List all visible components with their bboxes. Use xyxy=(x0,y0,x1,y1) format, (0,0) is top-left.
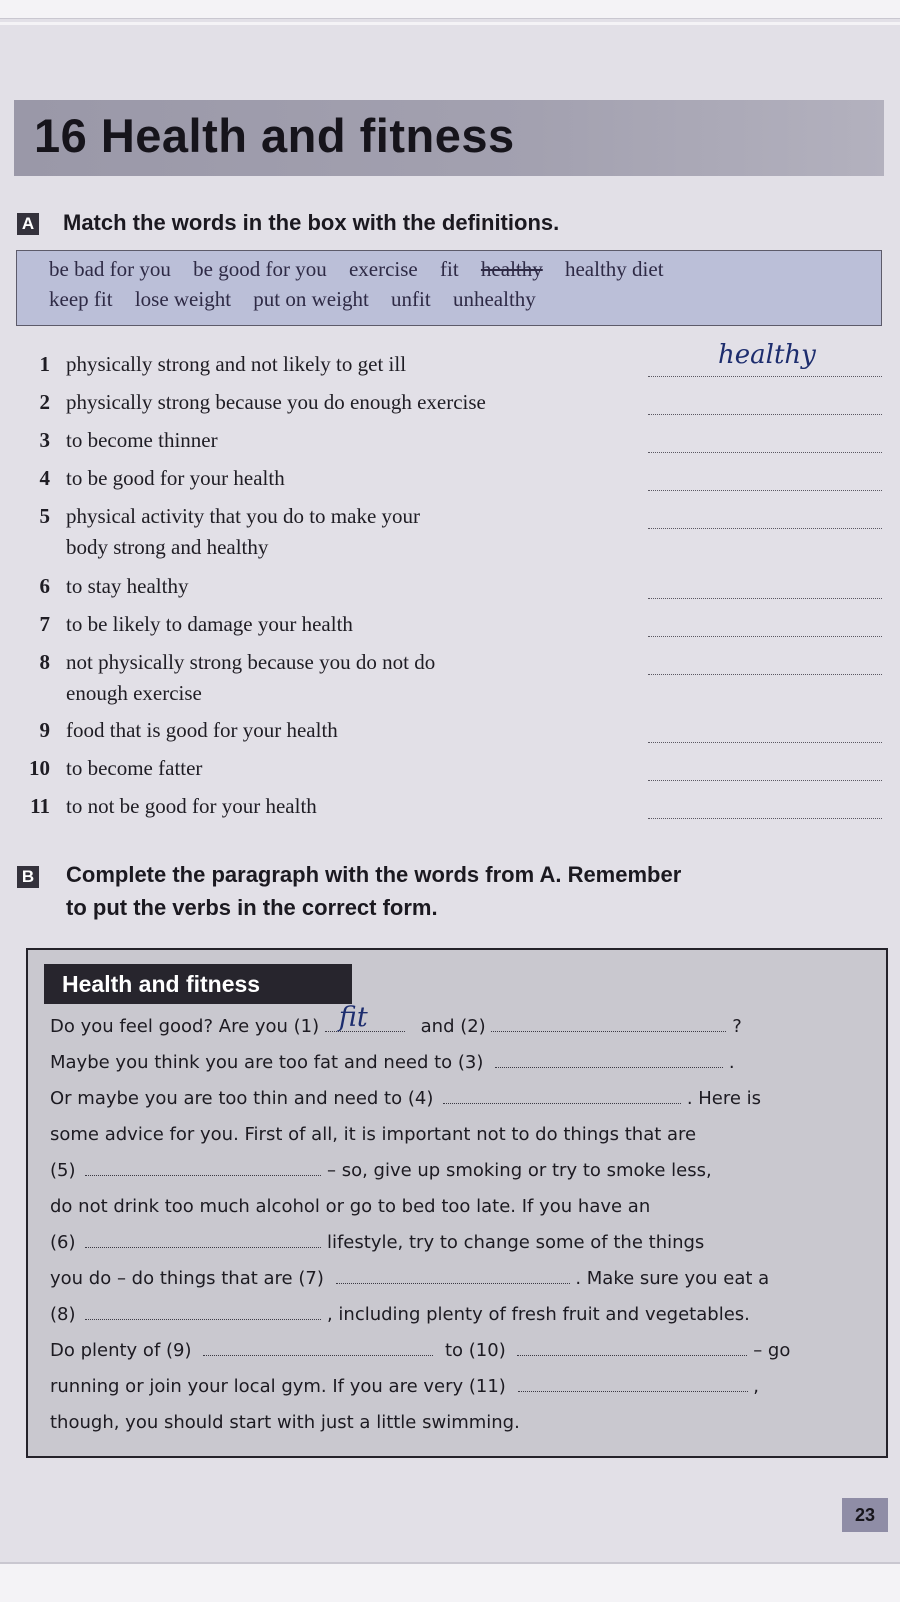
paragraph-line xyxy=(50,1232,870,1253)
section-b-instruction-line-1: Complete the paragraph with the words from A. Remember xyxy=(66,862,682,887)
paragraph-text: to (10) xyxy=(444,1340,506,1361)
page-bottom-edge xyxy=(0,1562,900,1602)
paragraph-text: Or maybe you are too thin and need to (4) xyxy=(50,1088,434,1109)
word-box xyxy=(16,250,882,326)
word-item: healthy diet xyxy=(564,257,664,281)
definition-text: to be likely to damage your health xyxy=(66,612,353,636)
paragraph-line xyxy=(50,1340,870,1361)
answer-line[interactable] xyxy=(648,779,882,781)
paragraph-text: – so, give up smoking or try to smoke less, xyxy=(326,1160,712,1181)
answer-line[interactable] xyxy=(648,635,882,637)
paragraph-text: running or join your local gym. If you are very (11) xyxy=(50,1376,506,1397)
paragraph-text: and (2) xyxy=(420,1016,486,1037)
paragraph-text: – go xyxy=(753,1340,791,1361)
definition-number: 4 xyxy=(39,466,50,490)
definition-number: 7 xyxy=(39,612,50,636)
word-item-crossed-out: healthy xyxy=(480,257,543,281)
section-a-instruction: Match the words in the box with the definitions. xyxy=(63,210,560,235)
page-top-line xyxy=(0,22,900,25)
blank-7[interactable] xyxy=(336,1269,570,1284)
paragraph-text: , including plenty of fresh fruit and vegetables. xyxy=(326,1304,750,1325)
blank-11[interactable] xyxy=(518,1377,748,1392)
definition-text: to not be good for your health xyxy=(66,794,317,818)
paragraph-line xyxy=(50,1268,870,1289)
paragraph-text: Do plenty of (9) xyxy=(50,1340,192,1361)
paragraph-text: . Make sure you eat a xyxy=(575,1268,770,1289)
paragraph-box xyxy=(26,948,888,1458)
answer-line[interactable] xyxy=(648,817,882,819)
page-number: 23 xyxy=(842,1498,888,1532)
word-row-1 xyxy=(49,257,681,282)
page-top-edge xyxy=(0,0,900,19)
definition-number: 6 xyxy=(39,574,50,598)
definition-text: to stay healthy xyxy=(66,574,189,598)
paragraph-line xyxy=(50,1002,870,1037)
blank-10[interactable] xyxy=(517,1341,747,1356)
answer-line[interactable] xyxy=(648,489,882,491)
definition-text: to become fatter xyxy=(66,756,203,780)
definition-text-continued: body strong and healthy xyxy=(66,535,269,559)
word-item: keep fit xyxy=(49,287,113,311)
paragraph-line xyxy=(50,1052,870,1073)
section-b-instruction-line-2: to put the verbs in the correct form. xyxy=(66,895,438,920)
paragraph-text: (5) xyxy=(50,1160,76,1181)
answer-line[interactable] xyxy=(648,673,882,675)
word-item: unhealthy xyxy=(452,287,536,311)
paragraph-line xyxy=(50,1304,870,1325)
answer-line[interactable] xyxy=(648,741,882,743)
definition-number: 8 xyxy=(39,650,50,674)
answer-line[interactable] xyxy=(648,413,882,415)
paragraph-text: , xyxy=(753,1376,760,1397)
definition-text: not physically strong because you do not do xyxy=(66,650,436,674)
definition-number: 10 xyxy=(29,756,50,780)
answer-line[interactable] xyxy=(648,451,882,453)
paragraph-line xyxy=(50,1160,870,1181)
definition-number: 2 xyxy=(39,390,50,414)
blank-1[interactable] xyxy=(325,1002,405,1033)
blank-3[interactable] xyxy=(495,1053,723,1068)
word-row-2 xyxy=(49,287,553,312)
word-item: put on weight xyxy=(253,287,369,311)
definition-text: to become thinner xyxy=(66,428,218,452)
blank-6[interactable] xyxy=(85,1233,321,1248)
definition-number: 5 xyxy=(39,504,50,528)
blank-9[interactable] xyxy=(203,1341,433,1356)
paragraph-text: lifestyle, try to change some of the things xyxy=(326,1232,705,1253)
answer-line[interactable] xyxy=(648,527,882,529)
word-item: fit xyxy=(440,257,459,281)
definition-number: 11 xyxy=(30,794,50,818)
word-item: exercise xyxy=(348,257,418,281)
unit-title: 16 Health and fitness xyxy=(34,109,515,162)
paragraph-line xyxy=(50,1088,870,1109)
definition-text: physically strong because you do enough exercise xyxy=(66,390,486,414)
blank-8[interactable] xyxy=(85,1305,321,1320)
paragraph-line: though, you should start with just a little swimming. xyxy=(50,1412,520,1433)
word-item: be bad for you xyxy=(49,257,171,281)
definition-number: 1 xyxy=(39,352,50,376)
handwritten-answer: healthy xyxy=(718,340,816,370)
definition-text: to be good for your health xyxy=(66,466,285,490)
word-item: be good for you xyxy=(193,257,327,281)
paragraph-text: (6) xyxy=(50,1232,76,1253)
definition-number: 3 xyxy=(39,428,50,452)
paragraph-line xyxy=(50,1376,870,1397)
handwritten-answer: fit xyxy=(338,1002,368,1033)
blank-5[interactable] xyxy=(85,1161,321,1176)
section-b-label: B xyxy=(17,866,39,888)
answer-line[interactable] xyxy=(648,375,882,377)
definition-text: physically strong and not likely to get ill xyxy=(66,352,407,376)
unit-title-bar xyxy=(14,100,884,176)
blank-2[interactable] xyxy=(491,1017,726,1032)
paragraph-text: Do you feel good? Are you (1) xyxy=(50,1016,320,1037)
paragraph-text: (8) xyxy=(50,1304,76,1325)
paragraph-text: . Here is xyxy=(686,1088,762,1109)
paragraph-text: ? xyxy=(732,1016,742,1037)
paragraph-line: do not drink too much alcohol or go to bed too late. If you have an xyxy=(50,1196,651,1217)
definition-text: physical activity that you do to make your xyxy=(66,504,421,528)
paragraph-box-title: Health and fitness xyxy=(44,964,352,1004)
definition-text: food that is good for your health xyxy=(66,718,338,742)
word-item: lose weight xyxy=(134,287,232,311)
definition-text-continued: enough exercise xyxy=(66,681,202,705)
definition-number: 9 xyxy=(39,718,50,742)
paragraph-text: . xyxy=(728,1052,735,1073)
word-item: unfit xyxy=(391,287,431,311)
section-a-label: A xyxy=(17,213,39,235)
answer-line[interactable] xyxy=(648,597,882,599)
paragraph-text: you do – do things that are (7) xyxy=(50,1268,324,1289)
paragraph-text: Maybe you think you are too fat and need to (3) xyxy=(50,1052,484,1073)
blank-4[interactable] xyxy=(443,1089,681,1104)
paragraph-line: some advice for you. First of all, it is important not to do things that are xyxy=(50,1124,697,1145)
